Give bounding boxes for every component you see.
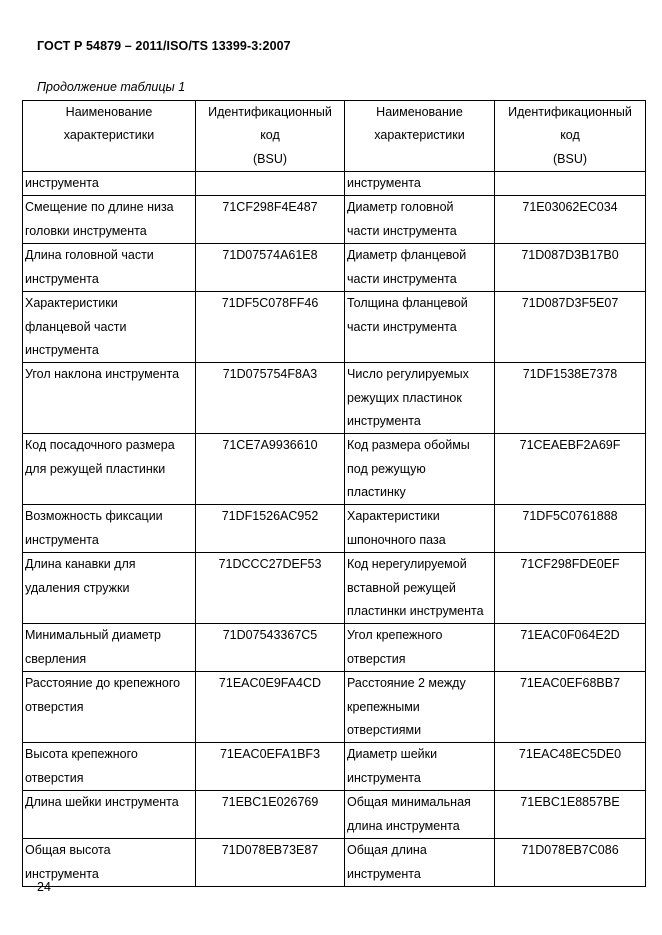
bsu-code-cell	[196, 244, 345, 292]
characteristic-name-cell	[345, 624, 495, 672]
cell-text-line: крепежными	[347, 699, 420, 714]
header-line: Наименование	[376, 105, 463, 119]
cell-text-line: сверления	[25, 651, 87, 666]
bsu-code-cell	[196, 791, 345, 839]
table-row	[23, 839, 646, 887]
table-row	[23, 434, 646, 505]
bsu-code-cell	[495, 839, 646, 887]
cell-text-line: Код нерегулируемой	[347, 557, 467, 572]
cell-text-line: отверстиями	[347, 722, 422, 737]
characteristic-name-cell	[23, 672, 196, 743]
cell-text: 71DF5C0761888	[522, 509, 618, 524]
cell-text-line: Общая высота	[25, 843, 111, 858]
cell-text-line: Общая длина	[347, 843, 427, 858]
table-row	[23, 743, 646, 791]
header-line: характеристики	[374, 128, 465, 143]
bsu-code-cell	[495, 791, 646, 839]
cell-text: 71D07543367C5	[222, 628, 318, 643]
characteristic-name-cell	[23, 363, 196, 434]
cell-text: 71EAC0F064E2D	[520, 628, 620, 643]
cell-text-line: Угол наклона инструмента	[25, 367, 180, 382]
cell-text-line: Длина головной части	[25, 248, 154, 263]
column-header-code	[495, 101, 646, 172]
cell-text: 71EAC0EF68BB7	[519, 676, 621, 691]
characteristic-name-cell	[345, 196, 495, 244]
characteristic-name-cell	[23, 244, 196, 292]
cell-text-line: части инструмента	[347, 271, 457, 286]
cell-text: 71D07574A61E8	[222, 248, 318, 263]
characteristic-name-cell	[345, 839, 495, 887]
cell-text-line: длина инструмента	[347, 818, 460, 833]
bsu-code-cell	[495, 434, 646, 505]
characteristic-name-cell	[345, 172, 495, 196]
header-line: Идентификационный	[208, 105, 332, 119]
cell-text: 71EAC0EFA1BF3	[219, 747, 321, 762]
cell-text-line: Диаметр фланцевой	[347, 248, 467, 263]
characteristic-name-cell	[23, 624, 196, 672]
characteristic-name-cell	[345, 672, 495, 743]
cell-text: 71DF1538E7378	[522, 367, 618, 382]
bsu-code-cell	[196, 505, 345, 553]
bsu-code-cell	[196, 363, 345, 434]
characteristic-name-cell	[345, 791, 495, 839]
header-line: (BSU)	[552, 151, 588, 166]
bsu-code-cell	[196, 172, 345, 196]
bsu-code-cell	[196, 434, 345, 505]
bsu-code-cell	[196, 743, 345, 791]
cell-text-line: Расстояние 2 между	[347, 676, 466, 691]
characteristic-name-cell	[345, 434, 495, 505]
cell-text-line: Толщина фланцевой	[347, 296, 468, 311]
header-line: характеристики	[63, 128, 155, 143]
cell-text-line: Возможность фиксации	[25, 509, 163, 524]
bsu-code-cell	[196, 672, 345, 743]
bsu-code-cell	[196, 624, 345, 672]
cell-text: 71CE7A9936610	[222, 438, 318, 453]
table-row	[23, 505, 646, 553]
cell-text-line: отверстия	[347, 651, 406, 666]
characteristics-table	[22, 100, 646, 887]
document-header: ГОСТ Р 54879 – 2011/ISO/TS 13399-3:2007	[37, 39, 291, 53]
bsu-code-cell	[196, 196, 345, 244]
table-body	[23, 172, 646, 887]
cell-text-line: Характеристики	[347, 509, 440, 524]
cell-text: 71D078EB73E87	[221, 843, 319, 858]
cell-text: 71E03062EC034	[522, 200, 618, 215]
cell-text-line: под режущую	[347, 461, 426, 476]
characteristic-name-cell	[345, 505, 495, 553]
cell-text-line: Высота крепежного	[25, 747, 138, 762]
cell-text-line: удаления стружки	[25, 580, 130, 595]
cell-text-line: Общая минимальная	[347, 795, 471, 810]
characteristic-name-cell	[23, 505, 196, 553]
cell-text: 71CEAEBF2A69F	[519, 438, 621, 453]
cell-text-line: инструмента	[347, 176, 421, 190]
cell-text-line: пластинки инструмента	[347, 603, 484, 618]
bsu-code-cell	[495, 172, 646, 196]
cell-text-line: Расстояние до крепежного	[25, 676, 181, 691]
characteristic-name-cell	[345, 244, 495, 292]
cell-text-line: фланцевой части	[25, 319, 127, 334]
header-line: Идентификационный	[508, 105, 632, 119]
bsu-code-cell	[196, 839, 345, 887]
cell-text: 71EAC0E9FA4CD	[218, 676, 322, 691]
characteristic-name-cell	[345, 553, 495, 624]
cell-text-line: Код посадочного размера	[25, 438, 175, 453]
cell-text-line: Число регулируемых	[347, 367, 469, 382]
bsu-code-cell	[495, 363, 646, 434]
cell-text-line: инструмента	[25, 176, 99, 190]
bsu-code-cell	[495, 624, 646, 672]
cell-text: 71CF298FDE0EF	[520, 557, 620, 572]
cell-text-line: инструмента	[347, 413, 421, 428]
table-row	[23, 672, 646, 743]
cell-text: 71D087D3B17B0	[521, 248, 619, 263]
cell-text-line: Характеристики	[25, 296, 118, 311]
cell-text: 71CF298F4E487	[222, 200, 318, 215]
cell-text: 71EBC1E8857BE	[520, 795, 620, 810]
cell-text: 71D075754F8A3	[222, 367, 318, 382]
cell-text-line: для режущей пластинки	[25, 461, 166, 476]
bsu-code-cell	[495, 553, 646, 624]
header-line: код	[260, 128, 280, 143]
cell-text: 71DCCC27DEF53	[218, 557, 322, 572]
cell-text-line: Смещение по длине низа	[25, 200, 174, 215]
bsu-code-cell	[495, 672, 646, 743]
characteristic-name-cell	[23, 743, 196, 791]
bsu-code-cell	[495, 196, 646, 244]
cell-text-line: части инструмента	[347, 223, 457, 238]
header-line: Наименование	[65, 105, 153, 119]
cell-text: 71D078EB7C086	[521, 843, 619, 858]
characteristic-name-cell	[23, 791, 196, 839]
bsu-code-cell	[196, 292, 345, 363]
table-header-row	[23, 101, 646, 172]
cell-text-line: Диаметр головной	[347, 200, 454, 215]
table-row	[23, 363, 646, 434]
table-row	[23, 196, 646, 244]
cell-text: 71DF1526AC952	[221, 509, 319, 524]
cell-text-line: Код размера обоймы	[347, 438, 470, 453]
cell-text-line: инструмента	[347, 770, 421, 785]
cell-text-line: Угол крепежного	[347, 628, 443, 643]
header-line: (BSU)	[252, 151, 288, 166]
bsu-code-cell	[196, 553, 345, 624]
cell-text-line: Диаметр шейки	[347, 747, 438, 762]
bsu-code-cell	[495, 505, 646, 553]
table-row	[23, 172, 646, 196]
cell-text-line: Минимальный диаметр	[25, 628, 162, 643]
table-row	[23, 624, 646, 672]
table-row	[23, 244, 646, 292]
cell-text-line: инструмента	[25, 342, 99, 357]
characteristic-name-cell	[23, 196, 196, 244]
column-header-name	[23, 101, 196, 172]
table-row	[23, 292, 646, 363]
column-header-name	[345, 101, 495, 172]
cell-text-line: вставной режущей	[347, 580, 456, 595]
cell-text-line: инструмента	[25, 866, 99, 881]
cell-text-line: пластинку	[347, 484, 406, 499]
characteristic-name-cell	[345, 292, 495, 363]
cell-text: 71EBC1E026769	[221, 795, 319, 810]
cell-text-line: инструмента	[347, 866, 421, 881]
column-header-code	[196, 101, 345, 172]
cell-text-line: отверстия	[25, 770, 84, 785]
table-row	[23, 553, 646, 624]
characteristic-name-cell	[345, 363, 495, 434]
characteristic-name-cell	[23, 553, 196, 624]
cell-text-line: отверстия	[25, 699, 84, 714]
cell-text-line: Длина шейки инструмента	[25, 795, 179, 810]
cell-text: 71D087D3F5E07	[521, 296, 619, 311]
cell-text-line: инструмента	[25, 532, 99, 547]
bsu-code-cell	[495, 743, 646, 791]
cell-text-line: режущих пластинок	[347, 390, 462, 405]
characteristic-name-cell	[23, 434, 196, 505]
table-caption: Продолжение таблицы 1	[37, 80, 186, 94]
cell-text-line: шпоночного паза	[347, 532, 446, 547]
cell-text: 71DF5C078FF46	[221, 296, 319, 311]
characteristic-name-cell	[23, 292, 196, 363]
page-number: 24	[37, 880, 51, 894]
cell-text-line: Длина канавки для	[25, 557, 136, 572]
characteristic-name-cell	[345, 743, 495, 791]
table-row	[23, 791, 646, 839]
characteristic-name-cell	[23, 172, 196, 196]
cell-text-line: части инструмента	[347, 319, 457, 334]
cell-text-line: головки инструмента	[25, 223, 147, 238]
cell-text: 71EAC48EC5DE0	[518, 747, 622, 762]
header-line: код	[560, 128, 580, 143]
bsu-code-cell	[495, 292, 646, 363]
cell-text-line: инструмента	[25, 271, 99, 286]
bsu-code-cell	[495, 244, 646, 292]
